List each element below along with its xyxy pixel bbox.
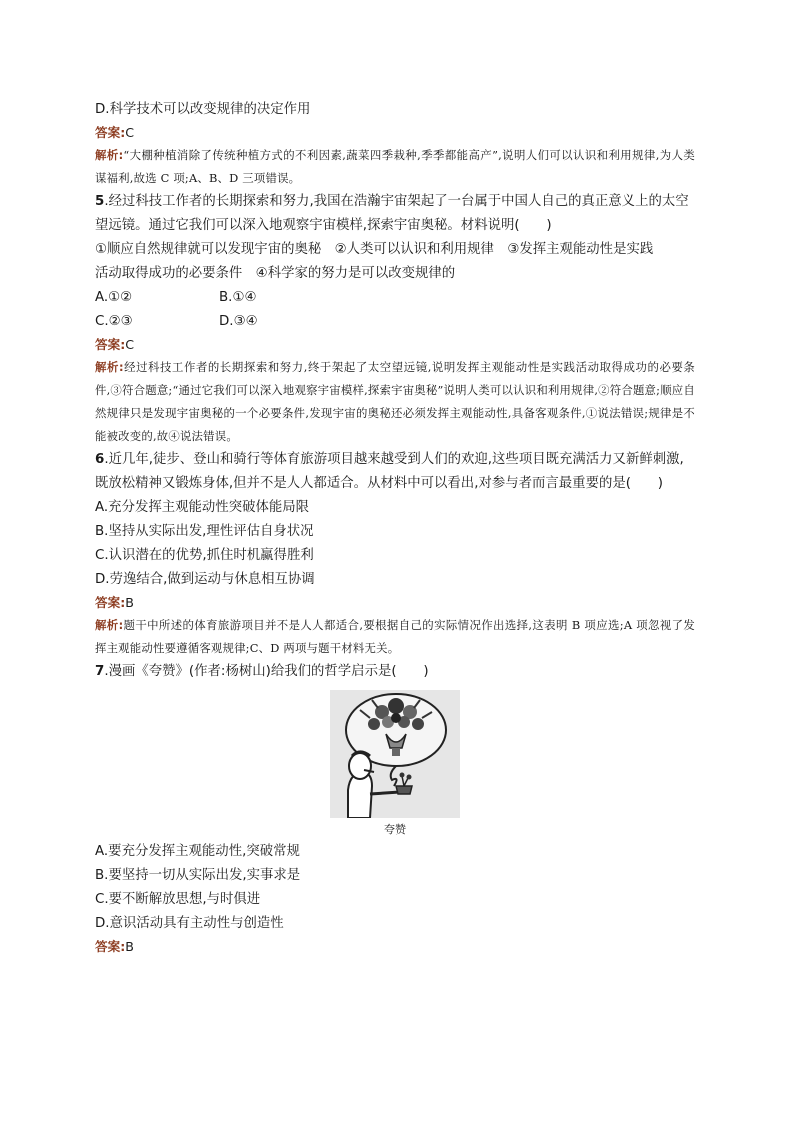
q6-option-c: C.认识潜在的优势,抓住时机赢得胜利 — [95, 548, 314, 563]
explanation-label: 解析: — [95, 618, 124, 632]
cartoon-illustration — [330, 690, 460, 818]
q7-option-d: D.意识活动具有主动性与创造性 — [95, 916, 284, 931]
q6-option-a: A.充分发挥主观能动性突破体能局限 — [95, 500, 310, 515]
q4-option-d: D.科学技术可以改变规律的决定作用 — [95, 102, 311, 117]
explanation-text: 题干中所述的体育旅游项目并不是人人都适合,要根据自己的实际情况作出选择,这表明 B 项应选;A 项忽视了发挥主观能动性要遵循客观规律;C、D 两项与题干材料无关。 — [95, 618, 696, 655]
q5-options-row2 — [95, 310, 695, 334]
q7-stem-text: .漫画《夸赞》(作者:杨树山)给我们的哲学启示是( ) — [104, 664, 429, 679]
q6-stem-text: .近几年,徒步、登山和骑行等体育旅游项目越来越受到人们的欢迎,这些项目既充满活力又新鲜刺激,既放松精神又锻炼身体,但并不是人人都适合。从材料中可以看出,对参与者而言最重要的是( ) — [95, 452, 684, 491]
q5-option-b: B.①④ — [219, 290, 257, 305]
document-content — [95, 98, 695, 958]
q7-answer — [95, 936, 695, 958]
q6-option-d: D.劳逸结合,做到运动与休息相互协调 — [95, 572, 315, 587]
explanation-text: 经过科技工作者的长期探索和努力,终于架起了太空望远镜,说明发挥主观能动性是实践活动取得成功的必要条件,③符合题意;“通过它我们可以深入地观察宇宙模样,探索宇宙奥秘”说明人类可以认识和利用规律,②符合题意;顺应自然规律只是发现宇宙奥秘的一个必要条件,发现宇宙的奥秘还必须发挥主观能动性,具备客观条件,①说法错误;规律是不能被改变的,故④说法错误。 — [95, 360, 696, 443]
q6-option-b: B.坚持从实际出发,理性评估自身状况 — [95, 524, 314, 539]
q5-answer — [95, 334, 695, 356]
explanation-label: 解析: — [95, 148, 124, 162]
answer-label: 答案: — [95, 595, 126, 610]
answer-label: 答案: — [95, 939, 126, 954]
q7-option-c: C.要不断解放思想,与时俱进 — [95, 892, 261, 907]
answer-value: B — [125, 939, 134, 954]
q4-explanation — [95, 144, 695, 190]
q7-stem — [95, 660, 695, 684]
explanation-label: 解析: — [95, 360, 124, 374]
cartoon-caption: 夸赞 — [384, 823, 406, 836]
q5-items-line1: ①顺应自然规律就可以发现宇宙的奥秘 ②人类可以认识和利用规律 ③发挥主观能动性是实践 — [95, 242, 654, 257]
q7-option-b: B.要坚持一切从实际出发,实事求是 — [95, 868, 301, 883]
q5-explanation — [95, 356, 695, 448]
q5-options-row1 — [95, 286, 695, 310]
answer-value: B — [125, 595, 134, 610]
q6-number: 6 — [95, 452, 105, 467]
q5-stem-text: .经过科技工作者的长期探索和努力,我国在浩瀚宇宙架起了一台属于中国人自己的真正意义上的太空望远镜。通过它我们可以深入地观察宇宙模样,探索宇宙奥秘。材料说明( ) — [95, 194, 689, 233]
q5-number: 5 — [95, 194, 105, 209]
answer-label: 答案: — [95, 125, 126, 140]
q4-answer — [95, 122, 695, 144]
q5-items-line2: 活动取得成功的必要条件 ④科学家的努力是可以改变规律的 — [95, 266, 456, 281]
cartoon-figure — [95, 690, 695, 840]
q5-option-a: A.①② — [95, 290, 133, 305]
q5-option-d: D.③④ — [219, 314, 258, 329]
q5-stem — [95, 190, 695, 238]
explanation-text: “大棚种植消除了传统种植方式的不利因素,蔬菜四季栽种,季季都能高产”,说明人们可以认识和利用规律,为人类谋福利,故选 C 项;A、B、D 三项错误。 — [95, 148, 695, 185]
q6-stem — [95, 448, 695, 496]
q6-explanation — [95, 614, 695, 660]
answer-value: C — [125, 337, 135, 352]
answer-label: 答案: — [95, 337, 126, 352]
q7-option-a: A.要充分发挥主观能动性,突破常规 — [95, 844, 300, 859]
q6-answer — [95, 592, 695, 614]
q5-option-c: C.②③ — [95, 314, 133, 329]
q7-number: 7 — [95, 664, 105, 679]
answer-value: C — [125, 125, 135, 140]
